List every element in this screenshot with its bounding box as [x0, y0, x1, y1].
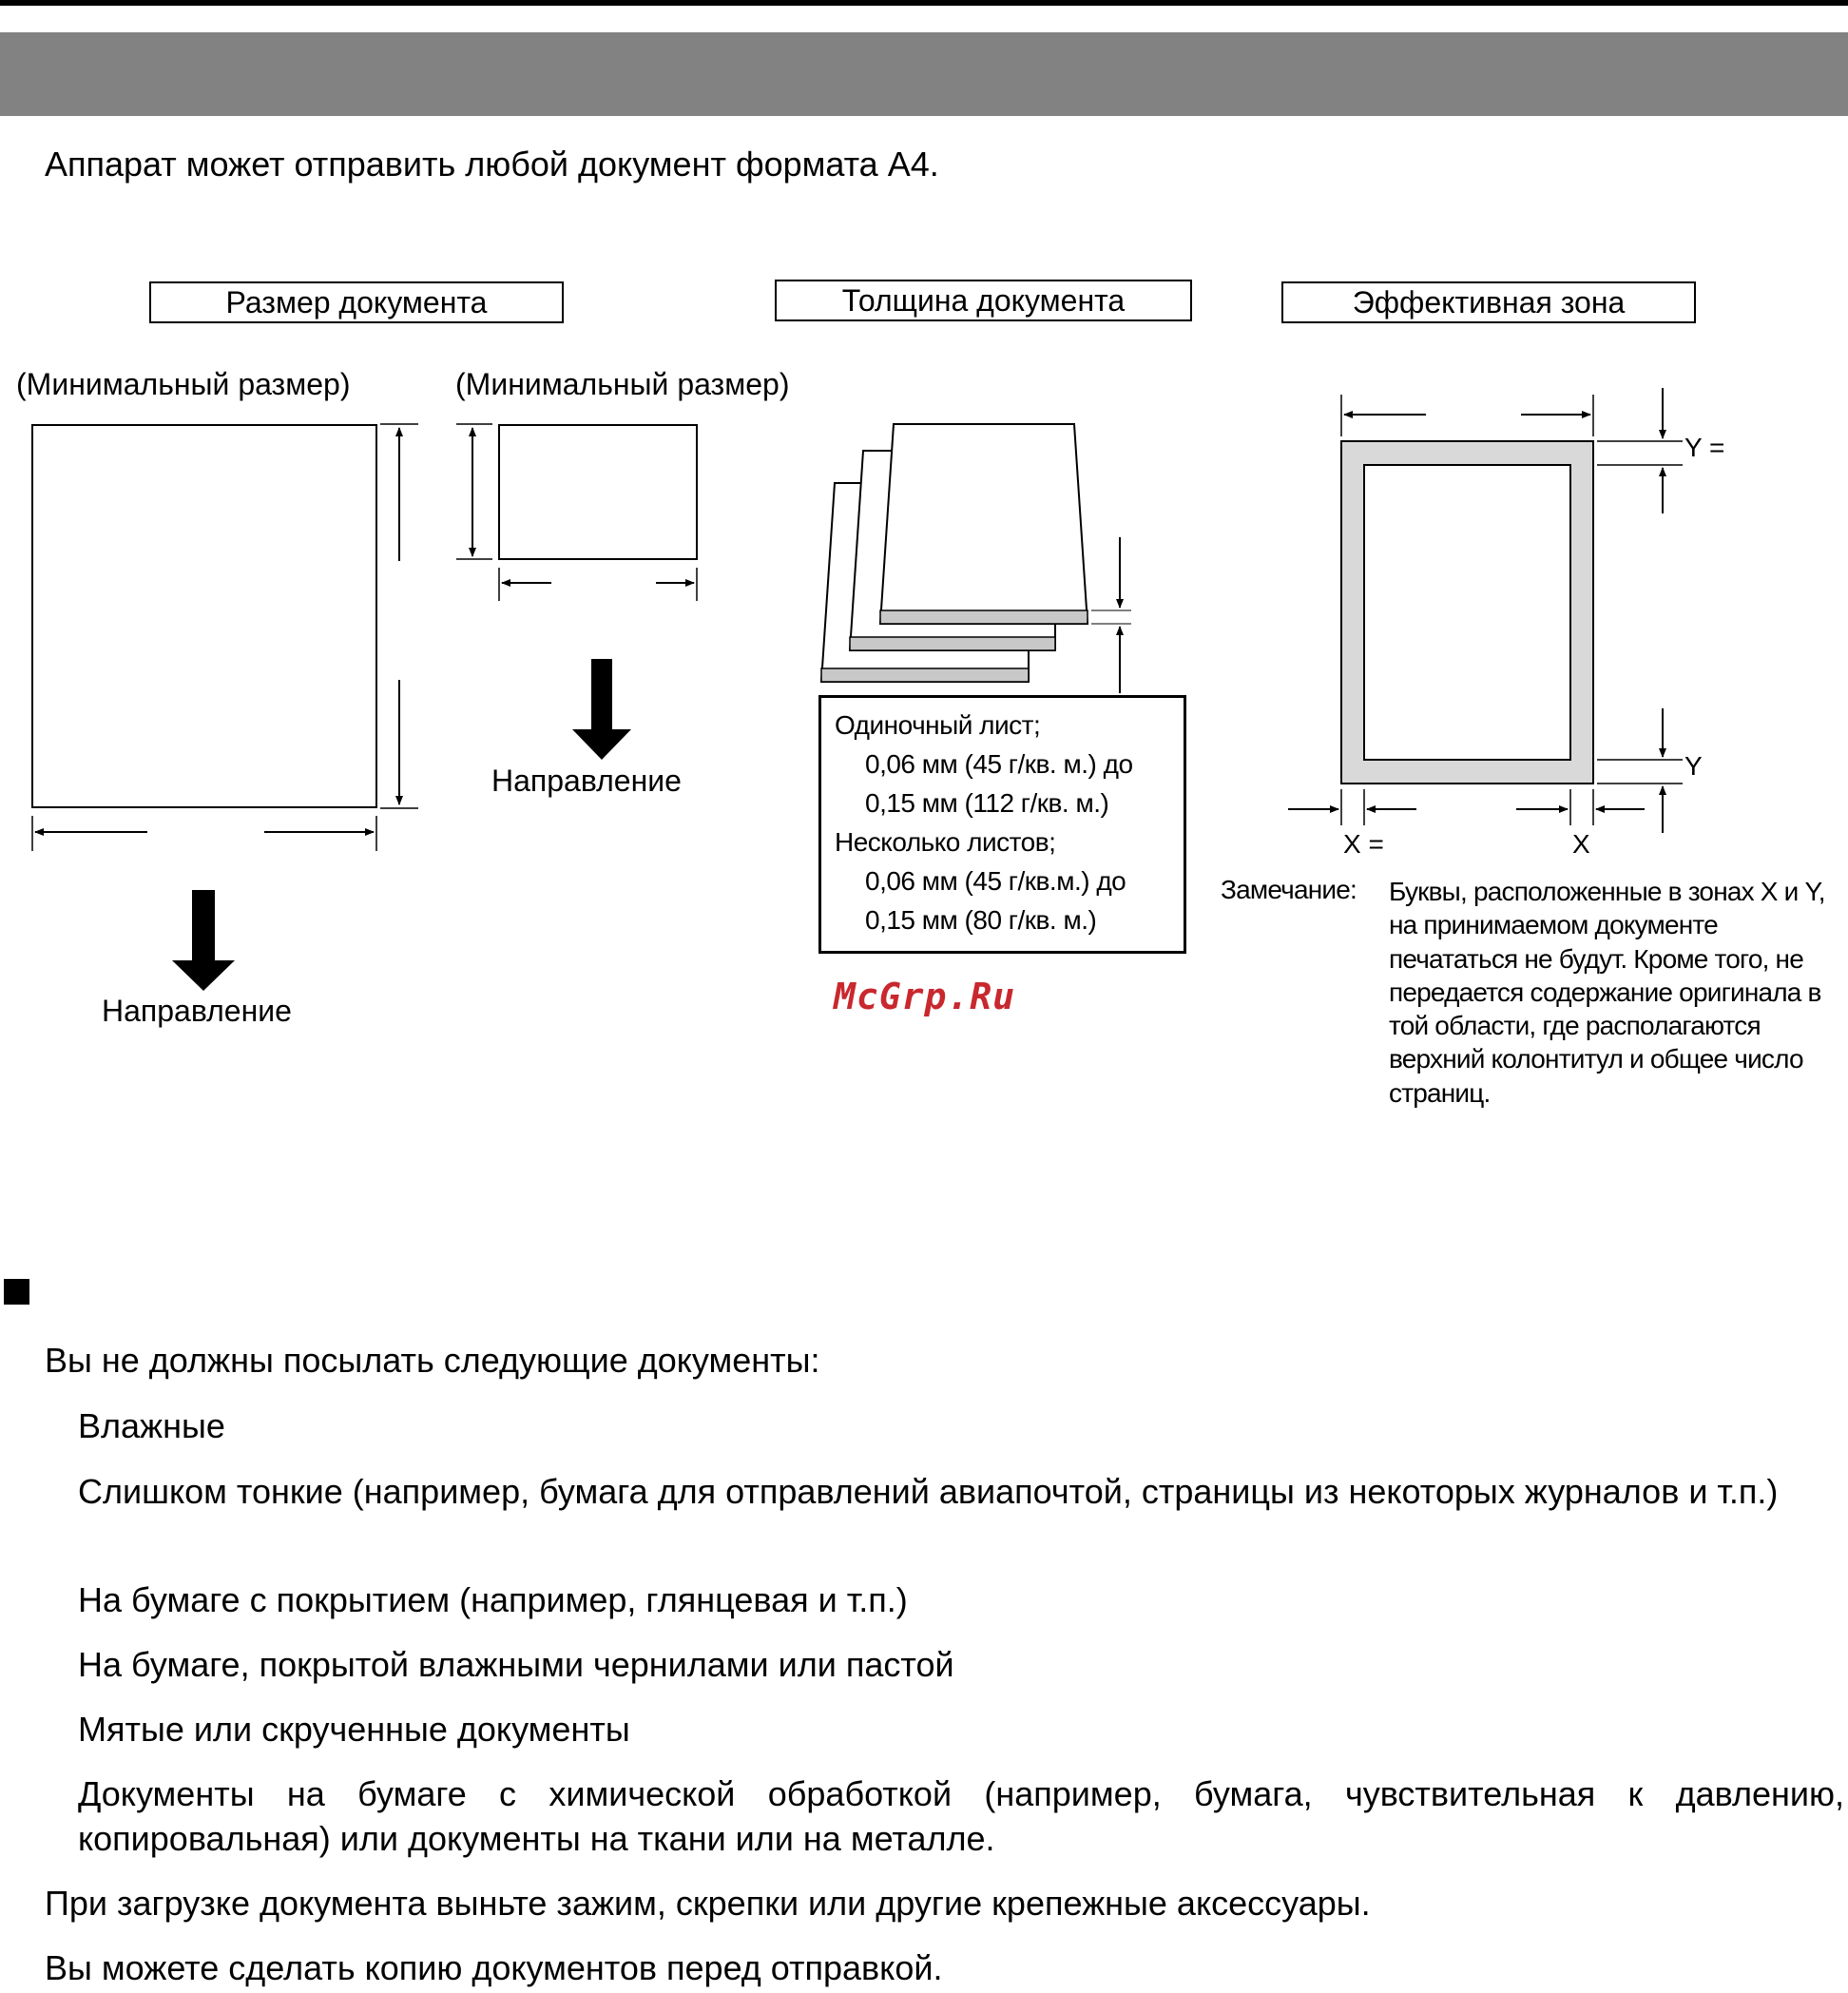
- list-item: Документы на бумаге с химической обработкой (например, бумага, чувствительная к давлению, копировальная) или документы на ткани или на металле.: [78, 1774, 1844, 1858]
- list-item: Слишком тонкие (например, бумага для отправлений авиапочтой, страницы из некоторых журналов и т.п.): [78, 1472, 1779, 1511]
- spec-multi-max: 0,15 мм (80 г/кв. м.): [865, 905, 1097, 935]
- watermark: McGrp.Ru: [834, 976, 1016, 1017]
- section-bullet: [4, 1279, 29, 1305]
- effective-zone-figure: [1288, 388, 1683, 833]
- staples-note: При загрузке документа выньте зажим, скрепки или другие крепежные аксессуары.: [45, 1884, 1371, 1923]
- zone-x-eq-label: X =: [1343, 829, 1384, 859]
- intro-text: Аппарат может отправить любой документ формата А4.: [45, 145, 939, 184]
- direction-arrow-2: [572, 659, 631, 760]
- zone-y-eq-label: Y =: [1684, 433, 1725, 462]
- direction-caption-2: Направление: [491, 764, 682, 798]
- spec-single-max: 0,15 мм (112 г/кв. м.): [865, 788, 1109, 818]
- list-item: На бумаге с покрытием (например, глянцевая и т.п.): [78, 1580, 908, 1619]
- zone-y-label: Y: [1684, 751, 1703, 781]
- spec-multi-heading: Несколько листов;: [835, 827, 1056, 857]
- label-effective-zone: Эффективная зона: [1281, 281, 1696, 323]
- label-document-size: Размер документа: [149, 281, 564, 323]
- list-item: На бумаге, покрытой влажными чернилами или пастой: [78, 1645, 954, 1684]
- thickness-spec-box: [818, 695, 1186, 954]
- spec-multi-min: 0,06 мм (45 г/кв.м.) до: [865, 866, 1126, 896]
- list-item: Влажные: [78, 1406, 225, 1445]
- label-document-thickness: Толщина документа: [775, 280, 1192, 321]
- spec-single-heading: Одиночный лист;: [835, 710, 1041, 740]
- list-item: Мятые или скрученные документы: [78, 1710, 630, 1749]
- copy-note: Вы можете сделать копию документов перед отправкой.: [45, 1948, 943, 1987]
- spec-single-min: 0,06 мм (45 г/кв. м.) до: [865, 749, 1133, 779]
- min-size-caption-2: (Минимальный размер): [455, 367, 790, 401]
- direction-arrow-1: [172, 890, 235, 991]
- small-page-figure: [456, 424, 697, 601]
- min-size-caption-1: (Минимальный размер): [16, 367, 351, 401]
- note-label: Замечание:: [1221, 875, 1357, 904]
- large-page-figure: [32, 424, 418, 851]
- restrictions-heading: Вы не должны посылать следующие документы:: [45, 1341, 820, 1380]
- zone-x-label: X: [1572, 829, 1590, 859]
- direction-caption-1: Направление: [102, 994, 292, 1028]
- note-text: Буквы, расположенные в зонах X и Y, на принимаемом документе печататься не будут. Кроме того, не передается содержание оригинала в той области, где располагаются верхний колонтитул и общее число страниц.: [1389, 877, 1825, 1108]
- stacked-sheets-figure: [821, 424, 1131, 693]
